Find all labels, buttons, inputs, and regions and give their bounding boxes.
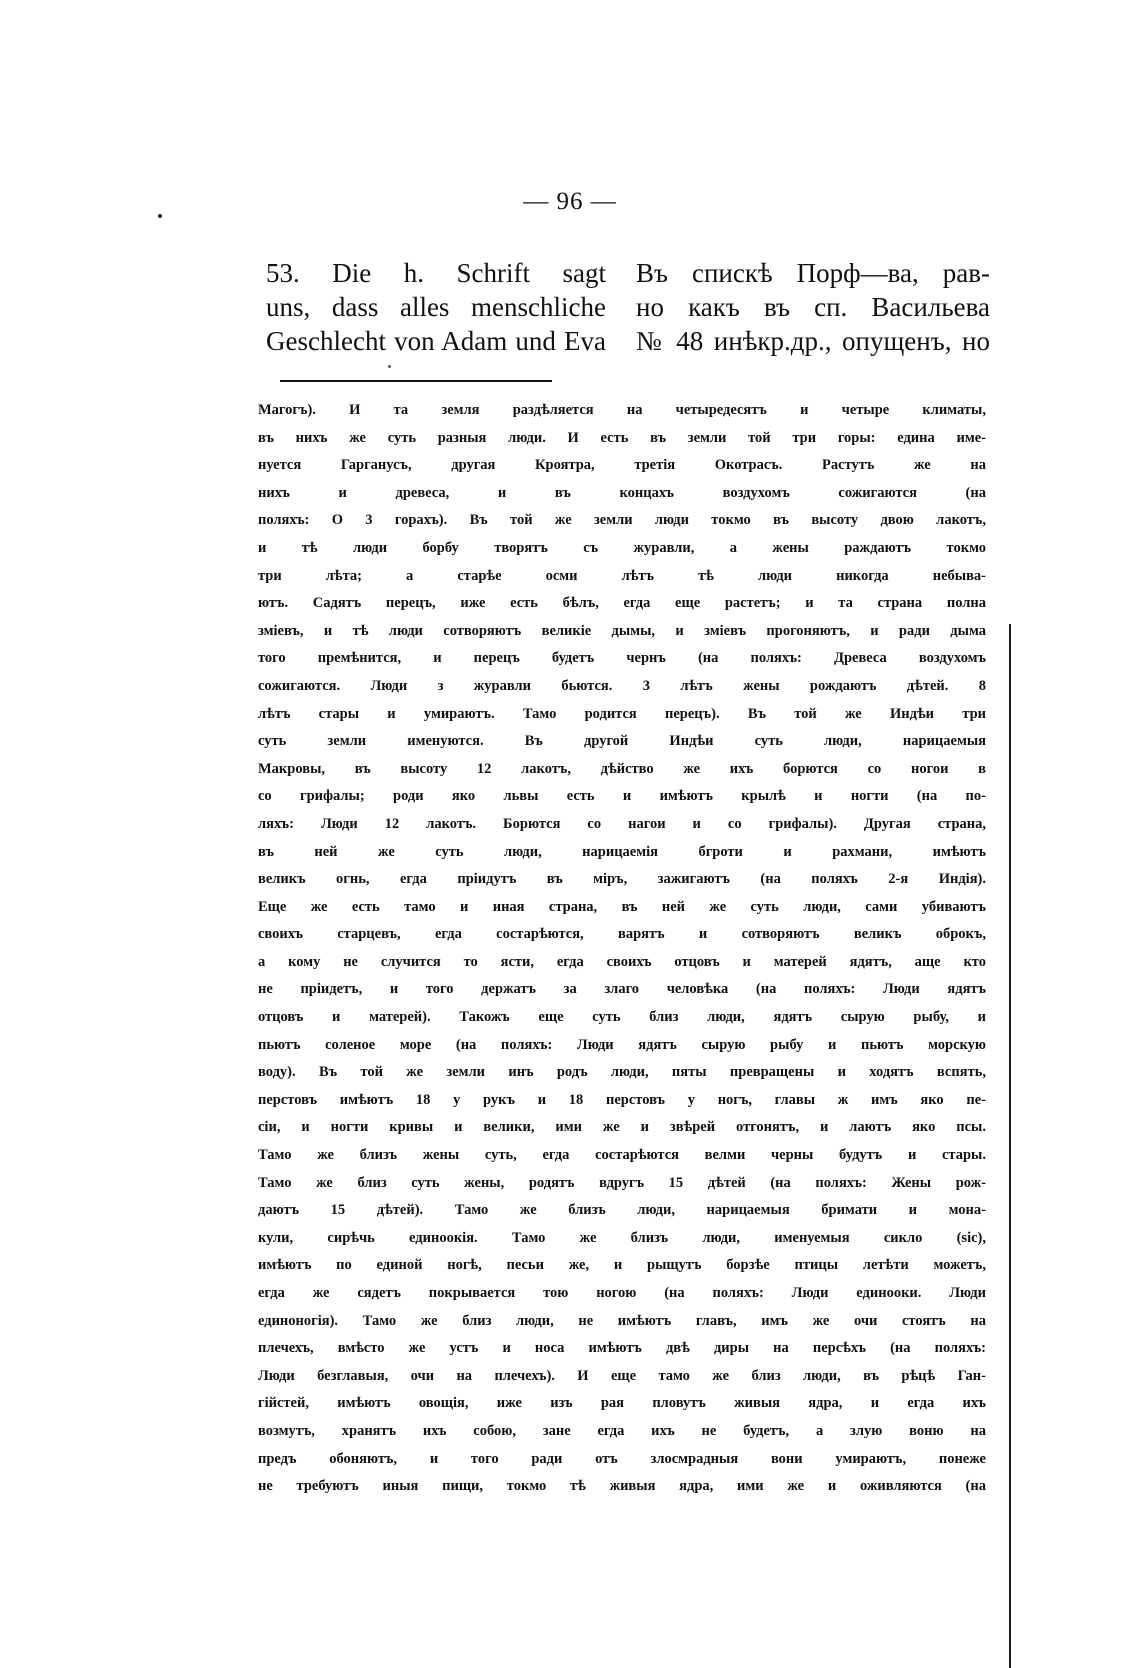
footnote-line: не требуютъ иныя пищи, токмо тѣ живыя ядра, ими же и оживляются (на [258,1478,986,1495]
footnote-line: три лѣта; а старѣе осми лѣтъ тѣ люди никогда небыва- [258,567,986,584]
footnote-line: не пріидетъ, и того держатъ за злаго человѣка (на поляхъ: Люди ядятъ [258,981,986,998]
footnote-line: того премѣнится, и перецъ будетъ чернъ (на поляхъ: Древеса воздухомъ [258,650,986,667]
footnote-line: гійстей, имѣютъ овощія, иже изъ рая пловутъ живыя ядра, и егда ихъ [258,1395,986,1412]
german-line: Geschlecht von Adam und Eva [266,326,606,356]
footnote-text [258,397,986,1501]
footnote-line: даютъ 15 дѣтей). Тамо же близъ люди, нарицаемыя бримати и мона- [258,1202,986,1219]
footnote-line: въ нихъ же суть разныя люди. И есть въ земли той три горы: едина име- [258,429,986,446]
footnote-line: Еще же есть тамо и иная страна, въ ней же суть люди, сами убиваютъ [258,898,986,915]
russian-column [636,256,990,358]
german-line: 53. Die h. Schrift sagt [266,258,606,288]
footnote-line: ютъ. Садятъ перецъ, иже есть бѣлъ, егда еще растетъ; и та страна полна [258,595,986,612]
footnote-line: Тамо же близ суть жены, родятъ вдругъ 15 дѣтей (на поляхъ: Жены рож- [258,1174,986,1191]
footnote-line: имѣютъ по единой ногѣ, песьи же, и рыщутъ борзѣе птицы летѣти можетъ, [258,1257,986,1274]
footnote-line: а кому не случится то ясти, егда своихъ отцовъ и матерей ядятъ, аще кто [258,953,986,970]
footnote-line: сожигаются. Люди з журавли бьются. 3 лѣтъ жены рождаютъ дѣтей. 8 [258,677,986,694]
footnote-line: Макровы, въ высоту 12 лакотъ, дѣйство же ихъ борются со ногои в [258,760,986,777]
footnote-line: единоногія). Тамо же близ люди, не имѣютъ главъ, имъ же очи стоятъ на [258,1312,986,1329]
footnote-line: сіи, и ногти кривы и велики, ими же и звѣрей отгонятъ, и лаютъ яко псы. [258,1119,986,1136]
footnote-line: возмутъ, хранятъ ихъ собою, зане егда ихъ не будетъ, а злую воню на [258,1422,986,1439]
footnote-line: отцовъ и матерей). Такожъ еще суть близ люди, ядятъ сырую рыбу, и [258,1009,986,1026]
footnote-line: плечехъ, вмѣсто же устъ и носа имѣютъ двѣ диры на персѣхъ (на поляхъ: [258,1340,986,1357]
footnote-line: пьютъ соленое море (на поляхъ: Люди ядятъ сырую рыбу и пьютъ морскую [258,1036,986,1053]
footnote-line: Тамо же близъ жены суть, егда состарѣются велми черны будутъ и стары. [258,1147,986,1164]
russian-line: Въ спискѣ Порф—ва, рав- [636,258,990,288]
russian-line: № 48 инѣкр.др., опущенъ, но [636,326,990,356]
footnote-rule [280,380,552,382]
footnote-line: лѣтъ стары и умираютъ. Тамо родится перецъ). Въ той же Индѣи три [258,705,986,722]
german-line: uns, dass alles menschliche [266,292,606,322]
footnote-line: ляхъ: Люди 12 лакотъ. Борются со нагои и со грифалы). Другая страна, [258,815,986,832]
german-column [266,256,606,358]
footnote-line: Магогъ). И та земля раздѣляется на четыредесятъ и четыре климаты, [258,402,986,418]
footnote-line: Люди безглавыя, очи на плечехъ). И еще тамо же близ люди, въ рѣцѣ Ган- [258,1367,986,1384]
footnote-line: великъ огнь, егда пріидутъ въ міръ, зажигаютъ (на поляхъ 2-я Индія). [258,871,986,888]
scan-dot [388,365,391,368]
footnote-line: егда же сядетъ покрывается тою ногою (на поляхъ: Люди единооки. Люди [258,1285,986,1301]
russian-line: но какъ въ сп. Васильева [636,292,990,322]
footnote-line: въ ней же суть люди, нарицаемія бгроти и рахмани, имѣютъ [258,843,986,860]
margin-line [1009,624,1011,1668]
page-number: — 96 — [523,188,617,215]
footnote-line: своихъ старцевъ, егда состарѣются, варятъ и сотворяютъ великъ оброкъ, [258,926,986,943]
footnote-line: кули, сирѣчь единоокія. Тамо же близъ люди, именуемыя сикло (sic), [258,1229,986,1246]
footnote-line: суть земли именуются. Въ другой Индѣи суть люди, нарицаемыя [258,733,986,750]
footnote-line: перстовъ имѣютъ 18 у рукъ и 18 перстовъ у ногъ, главы ж имъ яко пе- [258,1091,986,1108]
footnote-line: предъ обоняютъ, и того ради отъ злосмрадныя вони умираютъ, понеже [258,1450,986,1467]
scan-speck [158,214,162,218]
footnote-line: нуется Гарганусъ, другая Кроятра, третія Окотрасъ. Растутъ же на [258,457,986,474]
footnote-line: и тѣ люди борбу творятъ съ журавли, а жены раждаютъ токмо [258,539,986,556]
footnote-line: нихъ и древеса, и въ концахъ воздухомъ сожигаются (на [258,484,986,501]
parallel-columns [0,256,1140,366]
footnote-line: зміевъ, и тѣ люди сотворяютъ великіе дымы, и зміевъ прогоняютъ, и ради дыма [258,622,986,639]
footnote-line: со грифалы; роди яко львы есть и имѣютъ крылѣ и ногти (на по- [258,788,986,805]
footnote-line: поляхъ: О 3 горахъ). Въ той же земли люди токмо въ высоту двою лакотъ, [258,512,986,529]
footnote-line: воду). Въ той же земли инъ родъ люди, пяты превращены и ходятъ вспять, [258,1064,986,1081]
